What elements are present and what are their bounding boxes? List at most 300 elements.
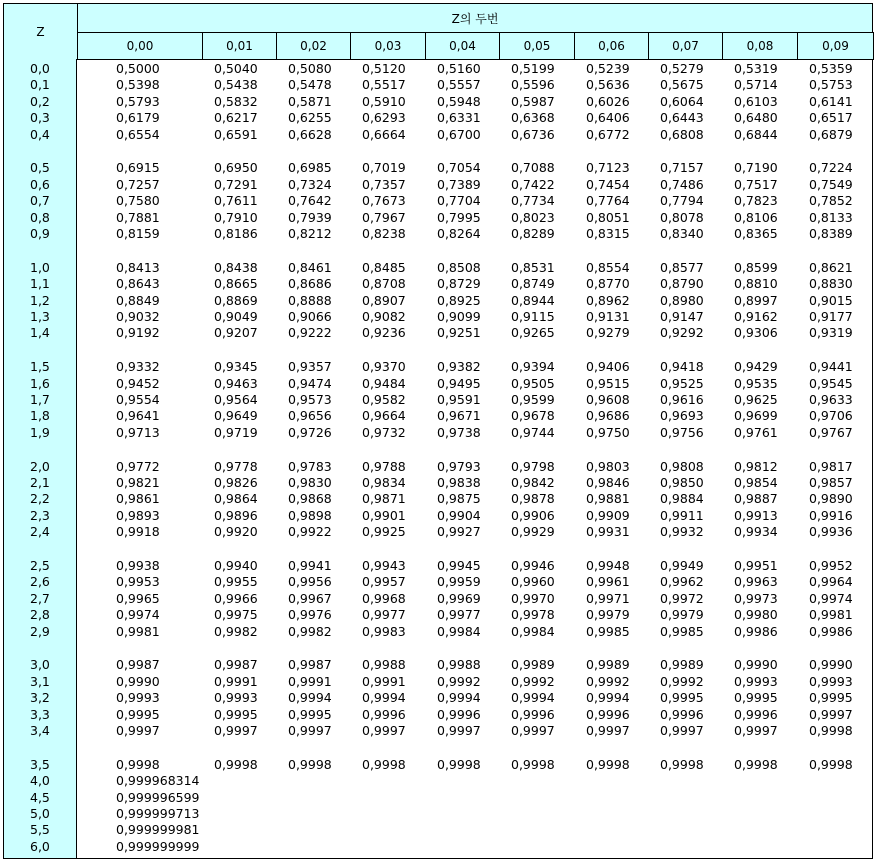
probability-cell: 0,7549: [809, 176, 853, 192]
z-value-label: 2,0: [30, 458, 50, 474]
z-value-label: 1,2: [30, 292, 50, 308]
z-value-label: 2,1: [30, 475, 50, 490]
probability-cell: 0,7422: [511, 176, 555, 192]
z-value-label: 1,1: [30, 276, 50, 292]
probability-cell: 0,9988: [362, 657, 406, 673]
probability-cell: 0,7611: [214, 193, 258, 209]
probability-cell: 0,9987: [288, 657, 332, 673]
probability-cell: 0,9992: [511, 673, 555, 689]
probability-cell: 0,9951: [734, 558, 778, 573]
probability-cell: 0,9854: [734, 475, 778, 490]
probability-cell: 0,8708: [362, 276, 406, 292]
probability-cell: 0,5398: [116, 77, 160, 93]
probability-cell: 0,5199: [511, 61, 555, 76]
probability-cell: 0,8849: [116, 292, 160, 308]
probability-cell: 0,5793: [116, 93, 160, 109]
probability-cell: 0,9980: [734, 607, 778, 623]
probability-cell: 0,6406: [586, 110, 630, 126]
probability-cell: 0,9591: [437, 392, 481, 407]
probability-cell: 0,999999713: [116, 806, 200, 821]
probability-cell: 0,8340: [660, 226, 704, 241]
z-value-label: 0,3: [30, 110, 50, 126]
probability-cell: 0,9861: [116, 491, 160, 507]
probability-cell: 0,999999981: [116, 822, 200, 838]
probability-cell: 0,5517: [362, 77, 406, 93]
z-value-label: 0,8: [30, 209, 50, 225]
probability-cell: 0,9192: [116, 325, 160, 341]
probability-cell: 0,9906: [511, 507, 555, 523]
probability-cell: 0,9772: [116, 458, 160, 474]
probability-cell: 0,9463: [214, 375, 258, 391]
z-value-label: 0,4: [30, 126, 50, 142]
probability-cell: 0,7257: [116, 176, 160, 192]
probability-cell: 0,9972: [660, 590, 704, 606]
z-value-label: 0,9: [30, 226, 50, 241]
probability-cell: 0,9964: [809, 574, 853, 590]
probability-cell: 0,9927: [437, 524, 481, 540]
probability-cell: 0,9994: [362, 690, 406, 706]
probability-cell: 0,9887: [734, 491, 778, 507]
probability-cell: 0,9599: [511, 392, 555, 407]
z-value-label: 2,6: [30, 574, 50, 590]
probability-cell: 0,7486: [660, 176, 704, 192]
z-value-label: 2,2: [30, 491, 50, 507]
probability-cell: 0,9564: [214, 392, 258, 407]
z-value-label: 3,0: [30, 657, 50, 673]
probability-cell: 0,7123: [586, 160, 630, 176]
probability-cell: 0,9997: [288, 723, 332, 738]
probability-cell: 0,9987: [116, 657, 160, 673]
probability-cell: 0,9960: [511, 574, 555, 590]
probability-cell: 0,9998: [116, 756, 160, 772]
probability-cell: 0,9982: [288, 623, 332, 639]
probability-cell: 0,6217: [214, 110, 258, 126]
probability-cell: 0,5832: [214, 93, 258, 109]
z-value-label: 6,0: [30, 838, 50, 854]
probability-cell: 0,9418: [660, 359, 704, 375]
probability-cell: 0,9931: [586, 524, 630, 540]
probability-cell: 0,9474: [288, 375, 332, 391]
z-value-label: 1,5: [30, 359, 50, 375]
z-value-label: 1,0: [30, 259, 50, 275]
probability-cell: 0,9991: [214, 673, 258, 689]
probability-cell: 0,9015: [809, 292, 853, 308]
probability-cell: 0,9963: [734, 574, 778, 590]
probability-cell: 0,9625: [734, 392, 778, 407]
probability-cell: 0,9649: [214, 408, 258, 424]
column-header: [499, 32, 575, 60]
probability-cell: 0,9973: [734, 590, 778, 606]
column-header: [425, 32, 500, 60]
probability-cell: 0,9990: [116, 673, 160, 689]
column-header-label: 0,01: [226, 39, 253, 53]
probability-cell: 0,9957: [362, 574, 406, 590]
probability-cell: 0,9938: [116, 558, 160, 573]
probability-cell: 0,9998: [437, 756, 481, 772]
probability-cell: 0,9952: [809, 558, 853, 573]
probability-cell: 0,9969: [437, 590, 481, 606]
probability-cell: 0,6554: [116, 126, 160, 142]
probability-cell: 0,8980: [660, 292, 704, 308]
z-value-label: 3,4: [30, 723, 50, 738]
probability-cell: 0,9505: [511, 375, 555, 391]
probability-cell: 0,9968: [362, 590, 406, 606]
probability-cell: 0,8599: [734, 259, 778, 275]
probability-cell: 0,8643: [116, 276, 160, 292]
probability-cell: 0,9996: [511, 706, 555, 722]
probability-cell: 0,9332: [116, 359, 160, 375]
probability-cell: 0,9656: [288, 408, 332, 424]
probability-cell: 0,7939: [288, 209, 332, 225]
z-value-label: 1,8: [30, 408, 50, 424]
probability-cell: 0,9554: [116, 392, 160, 407]
probability-cell: 0,9693: [660, 408, 704, 424]
probability-cell: 0,9922: [288, 524, 332, 540]
probability-cell: 0,7673: [362, 193, 406, 209]
probability-cell: 0,7088: [511, 160, 555, 176]
column-header-label: 0,09: [822, 39, 849, 53]
probability-cell: 0,9868: [288, 491, 332, 507]
probability-cell: 0,9946: [511, 558, 555, 573]
probability-cell: 0,8729: [437, 276, 481, 292]
probability-cell: 0,9976: [288, 607, 332, 623]
column-header-label: 0,04: [449, 39, 476, 53]
z-value-label: 4,0: [30, 773, 50, 789]
z-value-label: 2,9: [30, 623, 50, 639]
probability-cell: 0,6700: [437, 126, 481, 142]
probability-cell: 0,9993: [116, 690, 160, 706]
probability-cell: 0,9251: [437, 325, 481, 341]
probability-cell: 0,9962: [660, 574, 704, 590]
probability-cell: 0,9881: [586, 491, 630, 507]
z-value-label: 3,3: [30, 706, 50, 722]
probability-cell: 0,9406: [586, 359, 630, 375]
z-value-label: 0,7: [30, 193, 50, 209]
z-value-label: 1,3: [30, 309, 50, 324]
probability-cell: 0,9988: [437, 657, 481, 673]
probability-cell: 0,7734: [511, 193, 555, 209]
probability-cell: 0,6772: [586, 126, 630, 142]
probability-cell: 0,9955: [214, 574, 258, 590]
probability-cell: 0,9949: [660, 558, 704, 573]
probability-cell: 0,9871: [362, 491, 406, 507]
column-header: [574, 32, 649, 60]
probability-cell: 0,9738: [437, 424, 481, 440]
probability-cell: 0,9713: [116, 424, 160, 440]
probability-cell: 0,9345: [214, 359, 258, 375]
probability-cell: 0,8159: [116, 226, 160, 241]
probability-cell: 0,8389: [809, 226, 853, 241]
probability-cell: 0,9995: [288, 706, 332, 722]
probability-cell: 0,9981: [116, 623, 160, 639]
probability-cell: 0,9920: [214, 524, 258, 540]
probability-cell: 0,6950: [214, 160, 258, 176]
probability-cell: 0,9929: [511, 524, 555, 540]
probability-cell: 0,9761: [734, 424, 778, 440]
z-value-label: 1,4: [30, 325, 50, 341]
probability-cell: 0,9484: [362, 375, 406, 391]
probability-cell: 0,9750: [586, 424, 630, 440]
probability-cell: 0,9515: [586, 375, 630, 391]
probability-cell: 0,6808: [660, 126, 704, 142]
probability-cell: 0,7794: [660, 193, 704, 209]
probability-cell: 0,9996: [362, 706, 406, 722]
probability-cell: 0,9984: [437, 623, 481, 639]
probability-cell: 0,9994: [288, 690, 332, 706]
probability-cell: 0,8686: [288, 276, 332, 292]
probability-cell: 0,5871: [288, 93, 332, 109]
group-header-cell: [77, 3, 873, 33]
probability-cell: 0,9996: [734, 706, 778, 722]
probability-cell: 0,9826: [214, 475, 258, 490]
column-header: [797, 32, 874, 60]
probability-cell: 0,9913: [734, 507, 778, 523]
probability-cell: 0,9357: [288, 359, 332, 375]
probability-cell: 0,9896: [214, 507, 258, 523]
probability-cell: 0,5478: [288, 77, 332, 93]
probability-cell: 0,9979: [660, 607, 704, 623]
probability-cell: 0,8830: [809, 276, 853, 292]
z-value-label: 3,2: [30, 690, 50, 706]
probability-cell: 0,8051: [586, 209, 630, 225]
probability-cell: 0,9162: [734, 309, 778, 324]
probability-cell: 0,6517: [809, 110, 853, 126]
probability-cell: 0,999996599: [116, 789, 200, 805]
probability-cell: 0,9998: [214, 756, 258, 772]
probability-cell: 0,5080: [288, 61, 332, 76]
probability-cell: 0,9992: [586, 673, 630, 689]
probability-cell: 0,8869: [214, 292, 258, 308]
probability-cell: 0,8078: [660, 209, 704, 225]
z-value-label: 2,7: [30, 590, 50, 606]
probability-cell: 0,8315: [586, 226, 630, 241]
probability-cell: 0,6879: [809, 126, 853, 142]
probability-cell: 0,9778: [214, 458, 258, 474]
probability-cell: 0,5239: [586, 61, 630, 76]
probability-cell: 0,9582: [362, 392, 406, 407]
probability-cell: 0,5910: [362, 93, 406, 109]
probability-cell: 0,9987: [214, 657, 258, 673]
probability-cell: 0,9984: [511, 623, 555, 639]
probability-cell: 0,5675: [660, 77, 704, 93]
z-value-label: 5,0: [30, 806, 50, 821]
probability-cell: 0,6480: [734, 110, 778, 126]
probability-cell: 0,8133: [809, 209, 853, 225]
probability-cell: 0,8289: [511, 226, 555, 241]
probability-cell: 0,9978: [511, 607, 555, 623]
probability-cell: 0,9292: [660, 325, 704, 341]
probability-cell: 0,9793: [437, 458, 481, 474]
probability-cell: 0,9996: [660, 706, 704, 722]
probability-cell: 0,9671: [437, 408, 481, 424]
probability-cell: 0,9788: [362, 458, 406, 474]
probability-cell: 0,9699: [734, 408, 778, 424]
probability-cell: 0,5557: [437, 77, 481, 93]
probability-cell: 0,9997: [734, 723, 778, 738]
probability-cell: 0,9967: [288, 590, 332, 606]
probability-cell: 0,8888: [288, 292, 332, 308]
probability-cell: 0,6591: [214, 126, 258, 142]
column-header: [77, 32, 203, 60]
probability-cell: 0,9991: [362, 673, 406, 689]
probability-cell: 0,7190: [734, 160, 778, 176]
probability-cell: 0,7967: [362, 209, 406, 225]
probability-cell: 0,9382: [437, 359, 481, 375]
probability-cell: 0,9918: [116, 524, 160, 540]
probability-cell: 0,9838: [437, 475, 481, 490]
probability-cell: 0,9608: [586, 392, 630, 407]
probability-cell: 0,9998: [809, 756, 853, 772]
probability-cell: 0,9706: [809, 408, 853, 424]
probability-cell: 0,6179: [116, 110, 160, 126]
probability-cell: 0,9985: [660, 623, 704, 639]
probability-cell: 0,8365: [734, 226, 778, 241]
probability-cell: 0,7291: [214, 176, 258, 192]
probability-cell: 0,6664: [362, 126, 406, 142]
probability-cell: 0,9925: [362, 524, 406, 540]
probability-cell: 0,9979: [586, 607, 630, 623]
probability-cell: 0,9982: [214, 623, 258, 639]
column-header-label: 0,05: [523, 39, 551, 53]
probability-cell: 0,9686: [586, 408, 630, 424]
probability-cell: 0,9990: [734, 657, 778, 673]
probability-cell: 0,5279: [660, 61, 704, 76]
probability-cell: 0,9207: [214, 325, 258, 341]
probability-cell: 0,6331: [437, 110, 481, 126]
probability-cell: 0,9890: [809, 491, 853, 507]
probability-cell: 0,9878: [511, 491, 555, 507]
column-header: [276, 32, 351, 60]
probability-cell: 0,8264: [437, 226, 481, 241]
probability-cell: 0,9846: [586, 475, 630, 490]
probability-cell: 0,9265: [511, 325, 555, 341]
probability-cell: 0,9893: [116, 507, 160, 523]
column-header-label: 0,02: [300, 39, 327, 53]
probability-cell: 0,999968314: [116, 773, 200, 789]
probability-cell: 0,9909: [586, 507, 630, 523]
probability-cell: 0,9998: [734, 756, 778, 772]
probability-cell: 0,9997: [586, 723, 630, 738]
probability-cell: 0,9719: [214, 424, 258, 440]
probability-cell: 0,9994: [586, 690, 630, 706]
probability-cell: 0,9974: [116, 607, 160, 623]
probability-cell: 0,9032: [116, 309, 160, 324]
probability-cell: 0,9783: [288, 458, 332, 474]
probability-cell: 0,8962: [586, 292, 630, 308]
probability-cell: 0,7324: [288, 176, 332, 192]
probability-cell: 0,9370: [362, 359, 406, 375]
probability-cell: 0,9965: [116, 590, 160, 606]
probability-cell: 0,9936: [809, 524, 853, 540]
column-header: [648, 32, 723, 60]
probability-cell: 0,8438: [214, 259, 258, 275]
probability-cell: 0,8238: [362, 226, 406, 241]
probability-cell: 0,9997: [214, 723, 258, 738]
probability-cell: 0,6026: [586, 93, 630, 109]
probability-cell: 0,9993: [214, 690, 258, 706]
probability-cell: 0,9961: [586, 574, 630, 590]
probability-cell: 0,9616: [660, 392, 704, 407]
probability-cell: 0,5596: [511, 77, 555, 93]
probability-cell: 0,9767: [809, 424, 853, 440]
probability-cell: 0,9452: [116, 375, 160, 391]
probability-cell: 0,9901: [362, 507, 406, 523]
probability-cell: 0,9971: [586, 590, 630, 606]
group-header-label: Z의 두번: [451, 11, 499, 26]
probability-cell: 0,9997: [362, 723, 406, 738]
probability-cell: 0,9808: [660, 458, 704, 474]
probability-cell: 0,9985: [586, 623, 630, 639]
probability-cell: 0,7517: [734, 176, 778, 192]
probability-cell: 0,9945: [437, 558, 481, 573]
probability-cell: 0,5000: [116, 61, 160, 76]
probability-cell: 0,9641: [116, 408, 160, 424]
probability-cell: 0,9756: [660, 424, 704, 440]
probability-cell: 0,9744: [511, 424, 555, 440]
probability-cell: 0,8944: [511, 292, 555, 308]
probability-cell: 0,9940: [214, 558, 258, 573]
probability-cell: 0,9998: [660, 756, 704, 772]
column-header-label: 0,06: [598, 39, 625, 53]
z-value-label: 2,4: [30, 524, 50, 540]
probability-cell: 0,9222: [288, 325, 332, 341]
probability-cell: 0,7995: [437, 209, 481, 225]
probability-cell: 0,9977: [362, 607, 406, 623]
z-header-label: Z: [36, 24, 45, 39]
probability-cell: 0,8770: [586, 276, 630, 292]
probability-cell: 0,5040: [214, 61, 258, 76]
probability-cell: 0,6628: [288, 126, 332, 142]
probability-cell: 0,8023: [511, 209, 555, 225]
probability-cell: 0,9236: [362, 325, 406, 341]
probability-cell: 0,6141: [809, 93, 853, 109]
probability-cell: 0,9986: [734, 623, 778, 639]
probability-cell: 0,9535: [734, 375, 778, 391]
probability-cell: 0,5120: [362, 61, 406, 76]
probability-cell: 0,6368: [511, 110, 555, 126]
probability-cell: 0,9306: [734, 325, 778, 341]
probability-cell: 0,8907: [362, 292, 406, 308]
probability-cell: 0,8749: [511, 276, 555, 292]
probability-cell: 0,9082: [362, 309, 406, 324]
probability-cell: 0,9992: [437, 673, 481, 689]
probability-cell: 0,9997: [116, 723, 160, 738]
probability-cell: 0,9996: [437, 706, 481, 722]
probability-cell: 0,9994: [511, 690, 555, 706]
probability-cell: 0,9732: [362, 424, 406, 440]
probability-cell: 0,9959: [437, 574, 481, 590]
z-value-label: 4,5: [30, 789, 50, 805]
probability-cell: 0,7852: [809, 193, 853, 209]
probability-cell: 0,9830: [288, 475, 332, 490]
probability-cell: 0,9131: [586, 309, 630, 324]
probability-cell: 0,5438: [214, 77, 258, 93]
probability-cell: 0,7454: [586, 176, 630, 192]
probability-cell: 0,9821: [116, 475, 160, 490]
probability-cell: 0,9998: [511, 756, 555, 772]
probability-cell: 0,7019: [362, 160, 406, 176]
probability-cell: 0,9664: [362, 408, 406, 424]
probability-cell: 0,9916: [809, 507, 853, 523]
z-value-label: 2,8: [30, 607, 50, 623]
probability-cell: 0,5359: [809, 61, 853, 76]
column-header-label: 0,00: [126, 39, 154, 53]
probability-cell: 0,9948: [586, 558, 630, 573]
probability-cell: 0,7224: [809, 160, 853, 176]
probability-cell: 0,5753: [809, 77, 853, 93]
z-value-label: 2,3: [30, 507, 50, 523]
probability-cell: 0,7357: [362, 176, 406, 192]
